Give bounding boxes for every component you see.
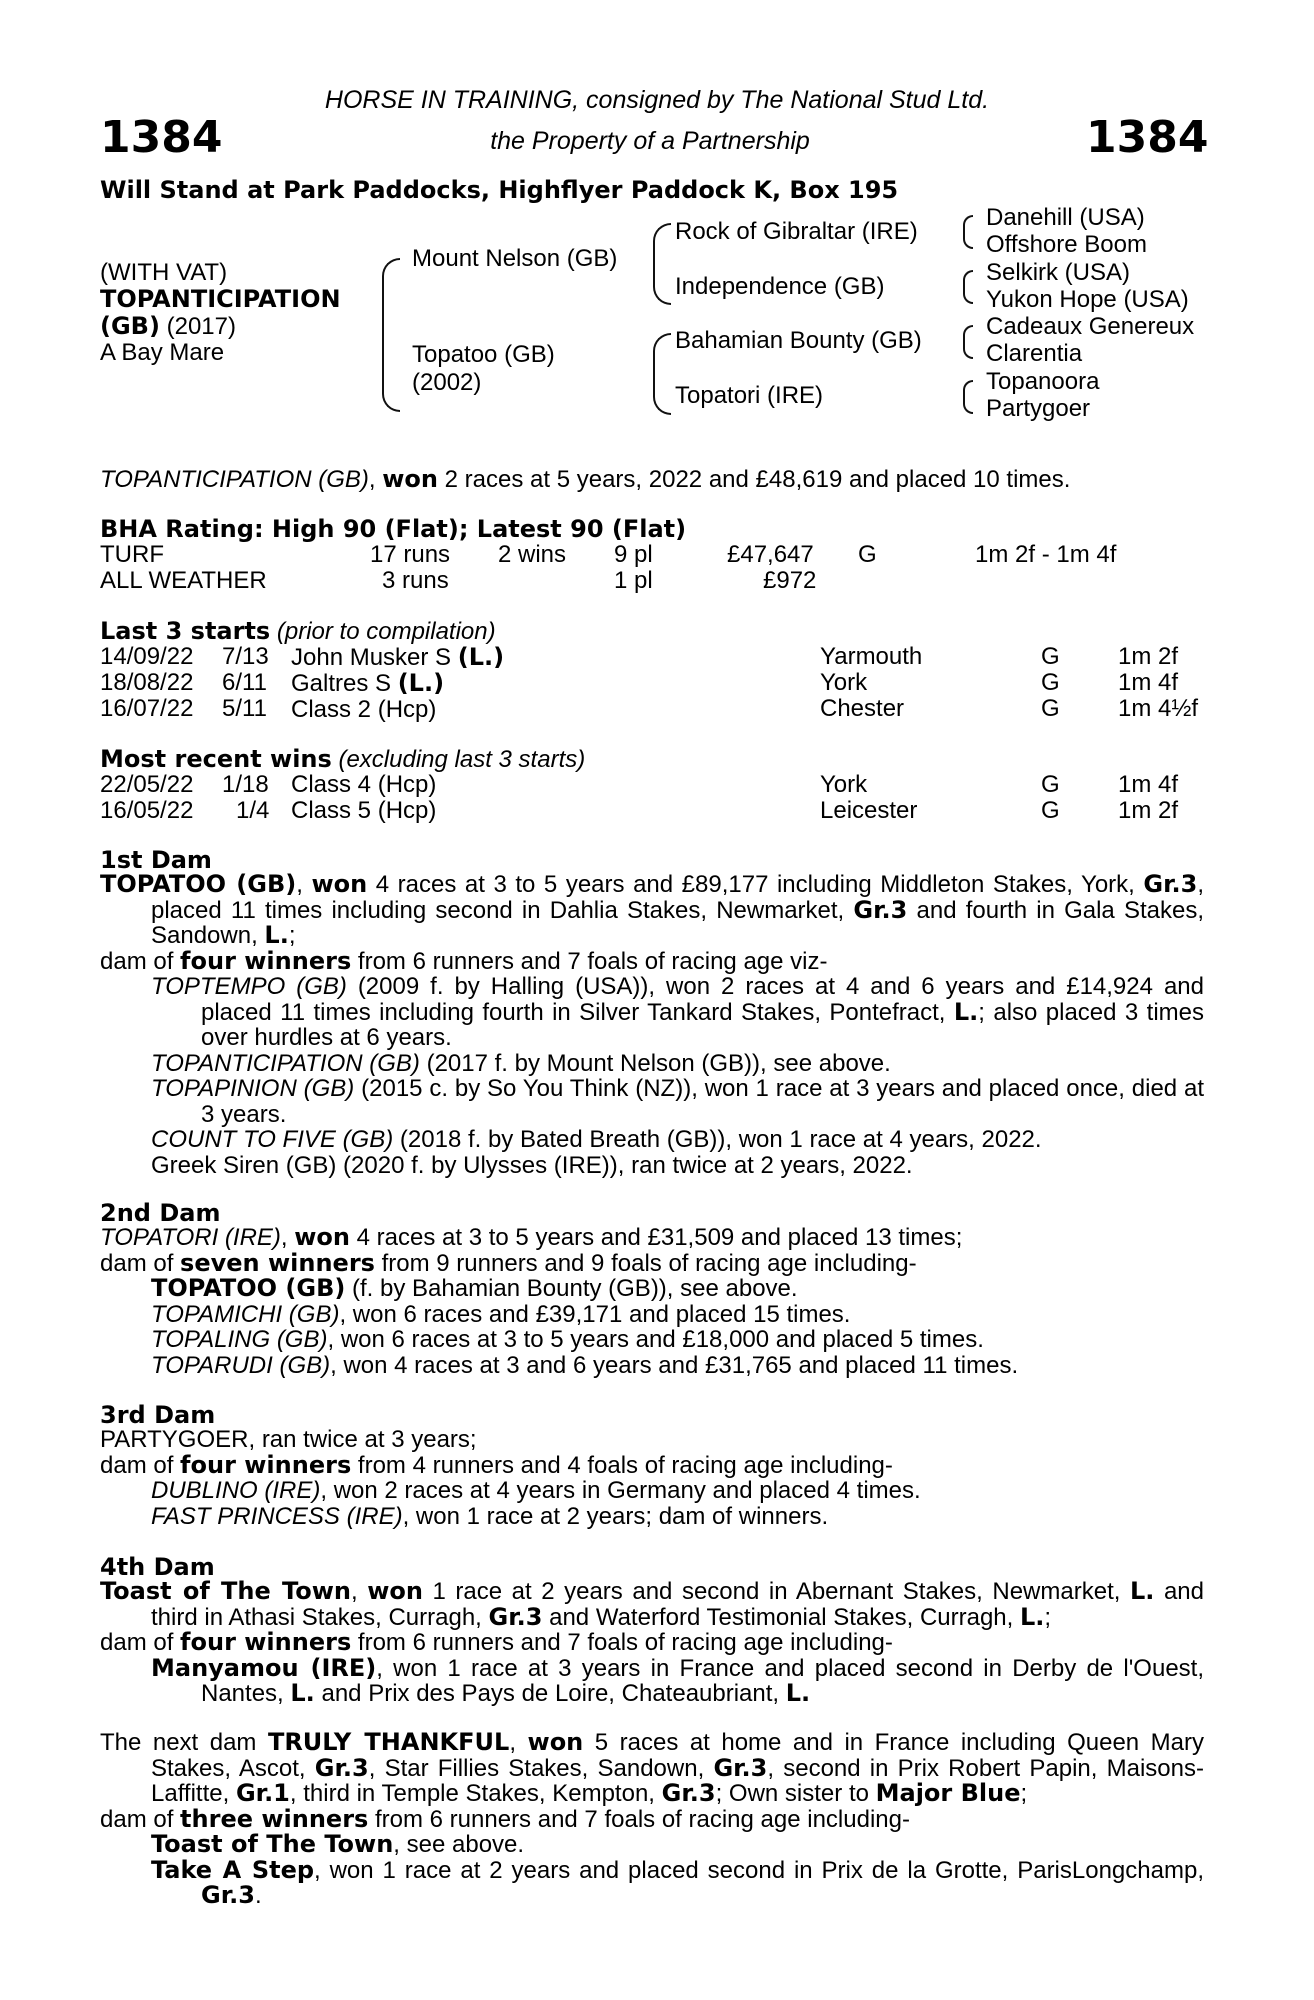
win-position: 1/4 (236, 797, 270, 824)
recent-wins-title (100, 745, 585, 774)
summary-horse-name: TOPANTICIPATION (GB) (100, 466, 369, 493)
dam1-progeny: TOPANTICIPATION (GB) (2017 f. by Mount Nelson (GB)), see above. (151, 1049, 891, 1077)
recent-wins-note: (excluding last 3 starts) (331, 746, 586, 773)
vat-label: (WITH VAT) (100, 259, 228, 286)
pedigree-dam-dam: Topatori (IRE) (675, 382, 824, 409)
dam3-heading: 3rd Dam (100, 1401, 216, 1429)
race-summary: TOPANTICIPATION (GB), won 2 races at 5 years, 2022 and £48,619 and placed 10 times. (100, 465, 1071, 493)
pedigree-brace-main (382, 258, 400, 412)
dam4-record: Toast of The Town, won 1 race at 2 years and second in Abernant Stakes, Newmarket, L. and third in Athasi Stakes, Curragh, Gr.3 and Waterford Testimonial Stakes, Curragh, L.; dam of four winners from 6 runners and 7 foals of racing age including- Manyamou (IRE), won 1 race at 3 years in France and placed second in Derby de l'Ouest, Nantes, L. and Prix des Pays de Loire, Chateaubriant, L. (100, 1577, 1204, 1707)
start-course: York (820, 669, 868, 696)
rating-aw-money: £972 (763, 567, 817, 594)
summary-won: won (382, 465, 438, 493)
rating-turf-going: G (858, 541, 877, 568)
win-race: Class 4 (Hcp) (291, 771, 437, 798)
bha-rating-title: BHA Rating: High 90 (Flat); Latest 90 (Flat) (100, 515, 687, 543)
win-going: G (1041, 771, 1060, 798)
horse-description: A Bay Mare (100, 339, 225, 366)
rating-turf-money: £47,647 (727, 541, 814, 568)
dam4-heading: 4th Dam (100, 1553, 215, 1581)
pedigree-brace-4 (963, 380, 973, 414)
pedigree-sire-dam: Independence (GB) (675, 273, 885, 300)
last-starts-heading: Last 3 starts (100, 617, 271, 645)
rating-turf-runs: 17 runs (370, 541, 451, 568)
last-starts-title (100, 617, 496, 646)
consignor-line: HORSE IN TRAINING, consigned by The National Stud Ltd. (324, 86, 990, 114)
dam2-progeny: TOPATOO (GB) (f. by Bahamian Bounty (GB)), see above. (151, 1274, 798, 1302)
rating-aw-placed: 1 pl (614, 567, 653, 594)
win-position: 1/18 (222, 771, 269, 798)
win-distance: 1m 4f (1118, 771, 1179, 798)
pedigree-gen3-4: Yukon Hope (USA) (986, 286, 1189, 313)
dam1-progeny: TOPTEMPO (GB) (2009 f. by Halling (USA)), won 2 races at 4 and 6 years and £14,924 and placed 11 times including fourth in Silver Tankard Stakes, Pontefract, L.; also placed 3 times over hurdles at 6 years. (151, 973, 1204, 1051)
pedigree-gen3-2: Offshore Boom (986, 231, 1147, 258)
pedigree-sire: Mount Nelson (GB) (412, 245, 618, 272)
rating-surface: TURF (100, 541, 164, 568)
dam1-progeny: TOPAPINION (GB) (2015 c. by So You Think (NZ)), won 1 race at 3 years and placed once, died at 3 years. (151, 1075, 1205, 1128)
pedigree-brace-1 (963, 215, 973, 249)
start-position: 6/11 (222, 669, 267, 696)
win-date: 22/05/22 (100, 771, 194, 798)
start-date: 18/08/22 (100, 669, 194, 696)
horse-year: (2017) (159, 313, 236, 340)
lot-number-right: 1384 (1086, 112, 1209, 163)
win-date: 16/05/22 (100, 797, 194, 824)
start-date: 14/09/22 (100, 643, 194, 670)
pedigree-gen3-1: Danehill (USA) (986, 204, 1145, 231)
dam4-progeny: Manyamou (IRE), won 1 race at 3 years in France and placed second in Derby de l'Ouest, Nantes, L. and Prix des Pays de Loire, Chateaubriant, L. (151, 1653, 1204, 1707)
horse-country: (GB) (100, 312, 160, 340)
pedigree-gen3-3: Selkirk (USA) (986, 259, 1131, 286)
next-dam-progeny: Toast of The Town, see above. (151, 1830, 525, 1858)
lot-number-left: 1384 (100, 112, 223, 163)
dam1-progeny: COUNT TO FIVE (GB) (2018 f. by Bated Breath (GB)), won 1 race at 4 years, 2022. (151, 1126, 1042, 1153)
start-going: G (1041, 695, 1060, 722)
summary-text: 2 races at 5 years, 2022 and £48,619 and placed 10 times. (438, 466, 1071, 493)
dam2-record: TOPATORI (IRE), won 4 races at 3 to 5 years and £31,509 and placed 13 times; dam of seven winners from 9 runners and 9 foals of racing age including- TOPATOO (GB) (f. by Bahamian Bounty (GB)), see above. TOPAMICHI (GB), won 6 races and £39,171 and placed 15 times. TOPALING (GB), won 6 races at 3 to 5 years and £18,000 and placed 5 times. TOPARUDI (GB), won 4 races at 3 and 6 years and £31,765 and placed 11 times. (100, 1225, 1204, 1378)
rating-turf-wins: 2 wins (498, 541, 567, 568)
pedigree-brace-dam (653, 333, 671, 415)
dam1-record: TOPATOO (GB), won 4 races at 3 to 5 years and £89,177 including Middleton Stakes, York, Gr.3, placed 11 times including second in Dahlia Stakes, Newmarket, Gr.3 and fourth in Gala Stakes, Sandown, L.; dam of four winners from 6 runners and 7 foals of racing age viz- TOPTEMPO (GB) (2009 f. by Halling (USA)), won 2 races at 4 and 6 years and £14,924 and placed 11 times including fourth in Silver Tankard Stakes, Pontefract, L.; also placed 3 times over hurdles at 6 years. TOPANTICIPATION (GB) (2017 f. by Mount Nelson (GB)), see above. TOPAPINION (GB) (2015 c. by So You Think (NZ)), won 1 race at 3 years and placed once, died at 3 years. COUNT TO FIVE (GB) (2018 f. by Bated Breath (GB)), won 1 race at 4 years, 2022. Greek Siren (GB) (2020 f. by Ulysses (IRE)), ran twice at 2 years, 2022. (100, 870, 1205, 1179)
win-race: Class 5 (Hcp) (291, 797, 437, 824)
start-race: John Musker S (L.) (291, 643, 505, 671)
pedigree-brace-sire (653, 223, 671, 305)
dam1-heading: 1st Dam (100, 846, 212, 874)
pedigree-brace-2 (963, 270, 973, 304)
start-position: 5/11 (222, 695, 267, 722)
rating-aw-surface: ALL WEATHER (100, 567, 267, 594)
last-starts-note: (prior to compilation) (270, 618, 496, 645)
horse-name-line2 (100, 312, 236, 341)
pedigree-gen3-5: Cadeaux Genereux (986, 313, 1195, 340)
start-going: G (1041, 669, 1060, 696)
pedigree-sire-sire: Rock of Gibraltar (IRE) (675, 218, 918, 245)
next-dam-record: The next dam TRULY THANKFUL, won 5 races at home and in France including Queen Mary Stakes, Ascot, Gr.3, Star Fillies Stakes, Sandown, Gr.3, second in Prix Robert Papin, Maisons-Laffitte, Gr.1, third in Temple Stakes, Kempton, Gr.3; Own sister to Major Blue; dam of three winners from 6 runners and 7 foals of racing age including- Toast of The Town, see above. Take A Step, won 1 race at 2 years and placed second in Prix de la Grotte, ParisLongchamp, Gr.3. (100, 1728, 1205, 1909)
win-course: York (820, 771, 868, 798)
start-distance: 1m 4½f (1118, 695, 1199, 722)
dam2-progeny: TOPALING (GB), won 6 races at 3 to 5 years and £18,000 and placed 5 times. (151, 1326, 984, 1353)
rating-aw-runs: 3 runs (382, 567, 449, 594)
pedigree-dam-year: (2002) (412, 369, 482, 396)
rating-row-turf (100, 541, 164, 569)
rating-turf-distance: 1m 2f - 1m 4f (975, 541, 1117, 568)
pedigree-brace-3 (963, 325, 973, 359)
win-going: G (1041, 797, 1060, 824)
pedigree-gen3-8: Partygoer (986, 395, 1091, 422)
start-distance: 1m 2f (1118, 643, 1179, 670)
start-going: G (1041, 643, 1060, 670)
dam3-record: PARTYGOER, ran twice at 3 years; dam of four winners from 4 runners and 4 foals of racing age including- DUBLINO (IRE), won 2 races at 4 years in Germany and placed 4 times. FAST PRINCESS (IRE), won 1 race at 2 years; dam of winners. (100, 1427, 1204, 1529)
win-course: Leicester (820, 797, 918, 824)
rating-turf-placed: 9 pl (614, 541, 653, 568)
start-race: Galtres S (L.) (291, 669, 445, 697)
dam1-progeny: Greek Siren (GB) (2020 f. by Ulysses (IRE)), ran twice at 2 years, 2022. (151, 1151, 913, 1179)
next-dam-progeny: Take A Step, won 1 race at 2 years and placed second in Prix de la Grotte, ParisLongchamp, Gr.3. (151, 1855, 1204, 1909)
pedigree-dam: Topatoo (GB) (412, 341, 555, 368)
dam3-progeny: DUBLINO (IRE), won 2 races at 4 years in Germany and placed 4 times. (151, 1477, 921, 1504)
start-race: Class 2 (Hcp) (291, 696, 437, 723)
start-date: 16/07/22 (100, 695, 194, 722)
horse-name: TOPANTICIPATION (100, 285, 341, 313)
start-course: Yarmouth (820, 643, 923, 670)
pedigree-dam-sire: Bahamian Bounty (GB) (675, 327, 922, 354)
dam2-heading: 2nd Dam (100, 1199, 221, 1227)
pedigree-gen3-6: Clarentia (986, 340, 1083, 367)
dam3-progeny: FAST PRINCESS (IRE), won 1 race at 2 years; dam of winners. (151, 1502, 829, 1530)
property-line: the Property of a Partnership (490, 127, 810, 155)
win-distance: 1m 2f (1118, 797, 1179, 824)
start-distance: 1m 4f (1118, 669, 1179, 696)
start-course: Chester (820, 695, 905, 722)
stand-location: Will Stand at Park Paddocks, Highflyer Paddock K, Box 195 (100, 176, 899, 204)
dam2-progeny: TOPARUDI (GB), won 4 races at 3 and 6 years and £31,765 and placed 11 times. (151, 1351, 1019, 1379)
start-position: 7/13 (222, 643, 269, 670)
recent-wins-heading: Most recent wins (100, 745, 332, 773)
dam2-progeny: TOPAMICHI (GB), won 6 races and £39,171 and placed 15 times. (151, 1300, 851, 1328)
pedigree-gen3-7: Topanoora (986, 368, 1100, 395)
